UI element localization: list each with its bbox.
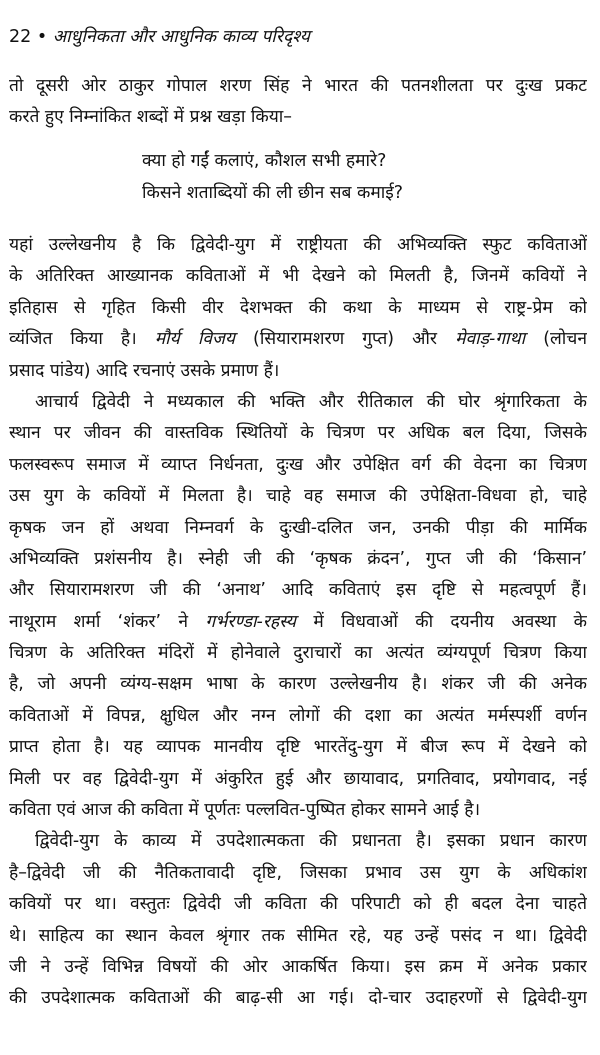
text-line: तो दूसरी ओर ठाकुर गोपाल शरण सिंह ने भारत की पतनशीलता पर दुःख प्रकट [9,76,587,96]
text-line: है–द्विवेदी जी की नैतिकतावादी दृष्टि, जिसका प्रभाव उस युग के अधिकांश [9,862,587,883]
header-bullet: • [36,27,48,47]
text-line: की उपदेशात्मक कविताओं की बाढ़-सी आ गई। दो-चार उदाहरणों से द्विवेदी-युग [9,988,587,1009]
text-line: जी ने उन्हें विभिन्न विषयों की ओर आकर्षित किया। इस क्रम में अनेक प्रकार [9,956,587,977]
text-line: कविताओं में विपन्न, क्षुधिल और नग्न लोगों की दशा का अत्यंत मर्मस्पर्शी वर्णन [9,705,587,726]
text-line: स्थान पर जीवन की वास्तविक स्थितियों के चित्रण पर अधिक बल दिया, जिसके [9,423,587,444]
running-header [9,22,587,52]
text-line: के अतिरिक्त आख्यानक कविताओं में भी देखने को मिलती है, जिनमें कवियों ने [9,266,587,287]
text-line: कविता एवं आज की कविता में पूर्णतः पल्लवित-पुष्पित होकर सामने आई है। [9,800,481,821]
text-line: अभिव्यक्ति प्रशंसनीय है। स्नेही जी की ‘कृषक क्रंदन’, गुप्त जी की ‘किसान’ [9,548,587,569]
intro-paragraph [9,71,587,134]
text-line: इतिहास से गृहित किसी वीर देशभक्त की कथा के माध्यम से राष्ट्र-प्रेम को [9,297,587,318]
book-title-maurya-vijay: मौर्य विजय [154,329,235,350]
running-title: आधुनिकता और आधुनिक काव्य परिदृश्य [52,27,310,47]
book-title-garbharanda-rahasya: गर्भरण्डा-रहस्य [205,611,297,632]
text-line [9,324,587,355]
text-line: थे। साहित्य का स्थान केवल श्रृंगार तक सीमित रहे, यह उन्हें पसंद न था। द्विवेदी [9,925,587,946]
text-run: (सियारामशरण गुप्त) और [234,329,456,350]
text-run: नाथूराम शर्मा ‘शंकर’ ने [9,611,206,632]
text-line: है, जो अपनी व्यंग्य-सक्षम भाषा के कारण उल्लेखनीय है। शंकर जी की अनेक [9,674,587,695]
text-line: कवियों पर था। वस्तुतः द्विवेदी जी कविता की परिपाटी को ही बदल देना चाहते [9,894,587,915]
text-line: करते हुए निम्नांकित शब्दों में प्रश्न खड़ा किया– [9,107,293,128]
text-line: द्विवेदी-युग के काव्य में उपदेशात्मकता की प्रधानता है। इसका प्रधान कारण [35,831,587,852]
text-line: फलस्वरूप समाज में व्याप्त निर्धनता, दुःख और उपेक्षित वर्ग की वेदना का चित्रण [9,454,587,475]
text-line: चित्रण के अतिरिक्त मंदिरों में होनेवाले दुराचारों का अत्यंत व्यंग्यपूर्ण चित्रण किया [9,643,587,664]
text-run: में विधवाओं की दयनीय अवस्था के [296,611,587,632]
poem-quote [142,146,472,209]
text-line: आचार्य द्विवेदी ने मध्यकाल की भक्ति और रीतिकाल की घोर श्रृंगारिकता के [35,391,587,412]
poem-line: क्या हो गईं कलाएं, कौशल सभी हमारे? [142,151,387,171]
poem-line: किसने शताब्दियों की ली छीन सब कमाई? [142,182,404,203]
body-text [9,230,587,1015]
text-line: उस युग के कवियों में मिलता है। चाहे वह समाज की उपेक्षिता-विधवा हो, चाहे [9,486,587,507]
text-line: और सियारामशरण जी की ‘अनाथ’ आदि कविताएं इस दृष्टि से महत्वपूर्ण हैं। [9,580,587,601]
book-title-mewar-gatha: मेवाड़-गाथा [455,329,526,350]
text-line: प्रसाद पांडेय) आदि रचनाएं उसके प्रमाण हैं। [9,360,280,381]
text-run: (लोचन [525,329,587,350]
text-line: प्राप्त होता है। यह व्यापक मानवीय दृष्टि भारतेंदु-युग में बीज रूप में देखने को [9,737,587,758]
text-run: व्यंजित किया है। [9,329,155,350]
text-line: मिली पर वह द्विवेदी-युग में अंकुरित हुई और छायावाद, प्रगतिवाद, प्रयोगवाद, नई [9,768,587,789]
text-line: यहां उल्लेखनीय है कि द्विवेदी-युग में राष्ट्रीयता की अभिव्यक्ति स्फुट कविताओं [9,235,587,255]
page-number: 22 [9,27,32,47]
text-line: कृषक जन हों अथवा निम्नवर्ग के दुःखी-दलित जन, उनकी पीड़ा की मार्मिक [9,517,587,538]
text-line [9,607,587,638]
